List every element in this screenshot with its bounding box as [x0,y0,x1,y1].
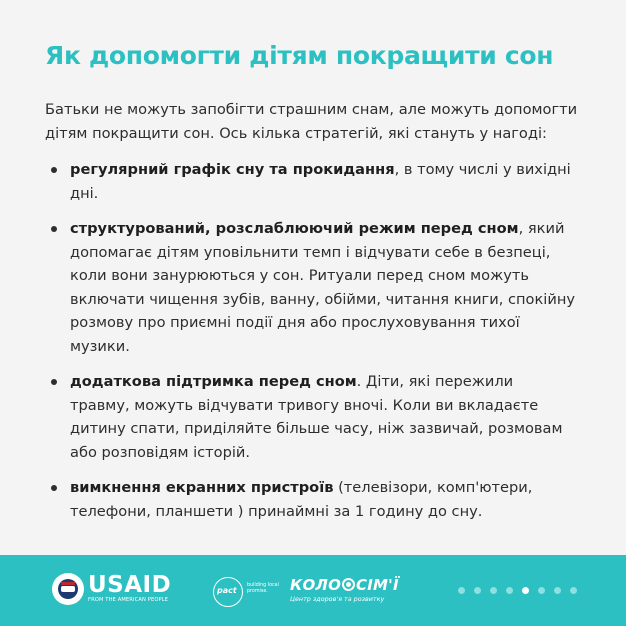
bullet-dot-icon [51,167,57,173]
heart-circle-icon [342,578,355,591]
kolo-simyi-logo [290,576,410,610]
carousel-pager [458,587,577,594]
list-item-text: , який допомагає дітям уповільнити темп і відчувати себе в безпеці, коли вони занурюються у сон. Ритуали перед сном можуть включати чищення зубів, ванну, обійми, читання книги, спокійну розмову про приємні події дня або прослуховування тихої музики. [70,220,576,355]
pact-tagline: building local promise. [247,583,279,594]
list-item-text: . Діти, які пережили травму, можуть відчувати тривогу вночі. Коли ви вкладаєте дитину спати, приділяйте більше часу, ніж зазвичай, розмовам або розповідям історій. [70,373,563,461]
kolo-brand-part2: СІМ'Ї [356,576,399,594]
list-item [45,370,575,464]
pager-dot[interactable] [490,587,497,594]
usaid-logo [52,573,171,611]
intro-paragraph: Батьки не можуть запобігти страшним снам, але можуть допомогти дітям покращити сон. Ось кілька стратегій, які стануть у нагоді: [45,101,578,142]
list-item [45,476,575,523]
pager-dot[interactable] [506,587,513,594]
usaid-name: USAID [88,572,172,598]
pager-dot[interactable] [474,587,481,594]
pager-dot[interactable] [522,587,529,594]
page-title: Як допомогти дітям покращити сон [45,41,554,70]
list-item-bold: структурований, розслаблюючий режим перед сном [70,220,519,237]
bullet-dot-icon [51,226,57,232]
list-item-bold: регулярний графік сну та прокидання [70,161,395,178]
kolo-simyi-brand [290,576,399,594]
usaid-seal-icon [52,573,84,605]
bullet-dot-icon [51,485,57,491]
list-item-bold: вимкнення екранних пристроїв [70,479,334,496]
kolo-brand-part1: КОЛО [290,576,342,594]
pact-logo [213,571,283,613]
usaid-tagline: FROM THE AMERICAN PEOPLE [88,597,169,603]
kolo-simyi-subtitle: Центр здоров'я та розвитку [290,595,385,603]
pager-dot[interactable] [458,587,465,594]
strategy-list [45,158,575,535]
list-item-bold: додаткова підтримка перед сном [70,373,357,390]
list-item-text: , в тому числі у вихідні дні. [70,161,571,202]
footer-bar [0,555,626,626]
list-item [45,158,575,205]
pager-dot[interactable] [554,587,561,594]
pager-dot[interactable] [538,587,545,594]
list-item [45,217,575,358]
pager-dot[interactable] [570,587,577,594]
list-item-text: (телевізори, комп'ютери, телефони, планшети ) принаймні за 1 годину до сну. [70,479,533,520]
pact-word: pact [217,586,237,595]
bullet-dot-icon [51,379,57,385]
